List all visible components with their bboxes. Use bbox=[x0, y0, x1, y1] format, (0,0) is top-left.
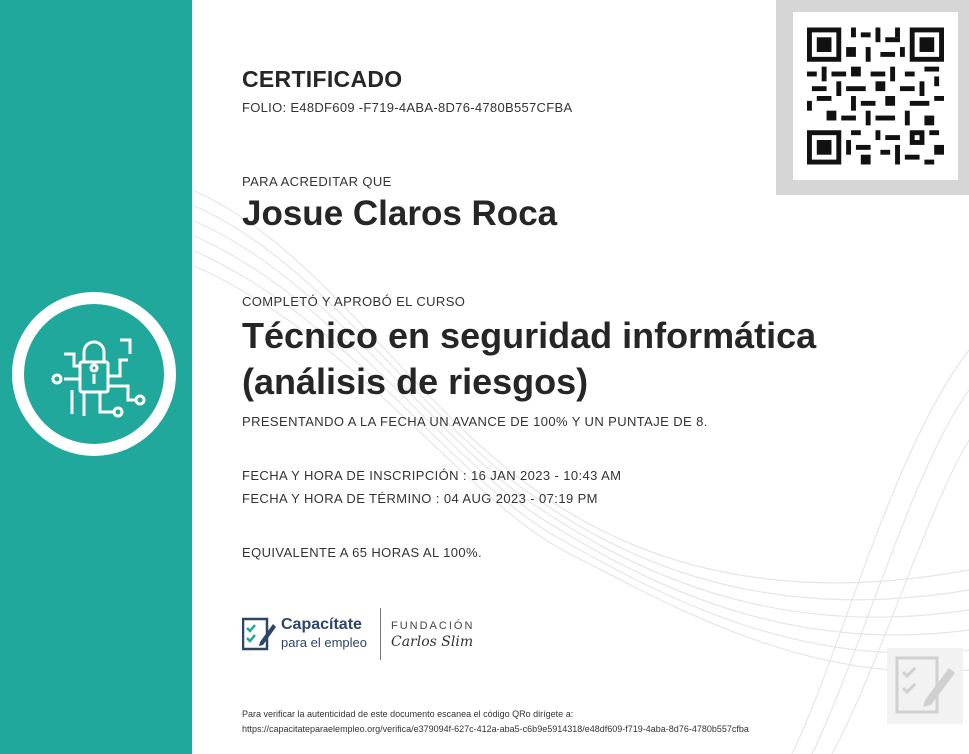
enrollment-date: FECHA Y HORA DE INSCRIPCIÓN : 16 JAN 2023 - 10:43 AM bbox=[242, 468, 622, 483]
course-title-line1: Técnico en seguridad informática bbox=[242, 315, 817, 356]
qr-code[interactable] bbox=[807, 26, 944, 166]
padlock-circuit-icon bbox=[24, 304, 164, 444]
folio-number: FOLIO: E48DF609 -F719-4ABA-8D76-4780B557CFBA bbox=[242, 100, 573, 115]
progress-text: PRESENTANDO A LA FECHA UN AVANCE DE 100% Y UN PUNTAJE DE 8. bbox=[242, 414, 708, 429]
verify-instructions: Para verificar la autenticidad de este documento escanea el código QRo dirígete a: bbox=[242, 709, 574, 719]
course-title-line2: (análisis de riesgos) bbox=[242, 361, 589, 402]
capacitate-title: Capacítate bbox=[281, 616, 362, 633]
completed-label: COMPLETÓ Y APROBÓ EL CURSO bbox=[242, 294, 466, 309]
recipient-name: Josue Claros Roca bbox=[242, 194, 558, 233]
fundacion-label: FUNDACIÓN bbox=[391, 620, 475, 632]
equivalent-hours: EQUIVALENTE A 65 HORAS AL 100%. bbox=[242, 545, 483, 560]
qr-frame bbox=[776, 0, 969, 195]
sponsor-logos bbox=[242, 608, 542, 668]
logo-divider bbox=[380, 608, 381, 660]
security-badge bbox=[12, 292, 176, 456]
checklist-pen-icon bbox=[887, 648, 963, 724]
certificate-title: CERTIFICADO bbox=[242, 66, 403, 92]
capacitate-subtitle: para el empleo bbox=[281, 635, 367, 650]
completion-date: FECHA Y HORA DE TÉRMINO : 04 AUG 2023 - 07:19 PM bbox=[242, 491, 598, 506]
accredit-label: PARA ACREDITAR QUE bbox=[242, 174, 392, 189]
verify-url[interactable]: https://capacitateparaelempleo.org/verifica/e379094f-627c-412a-aba5-c6b9e5914318/e48df609-f719-4aba-8d76-4780b557cfba bbox=[242, 724, 749, 734]
capacitate-logo-icon bbox=[242, 616, 276, 652]
carlos-slim-signature: Carlos Slim bbox=[391, 634, 474, 650]
course-title bbox=[242, 313, 882, 405]
